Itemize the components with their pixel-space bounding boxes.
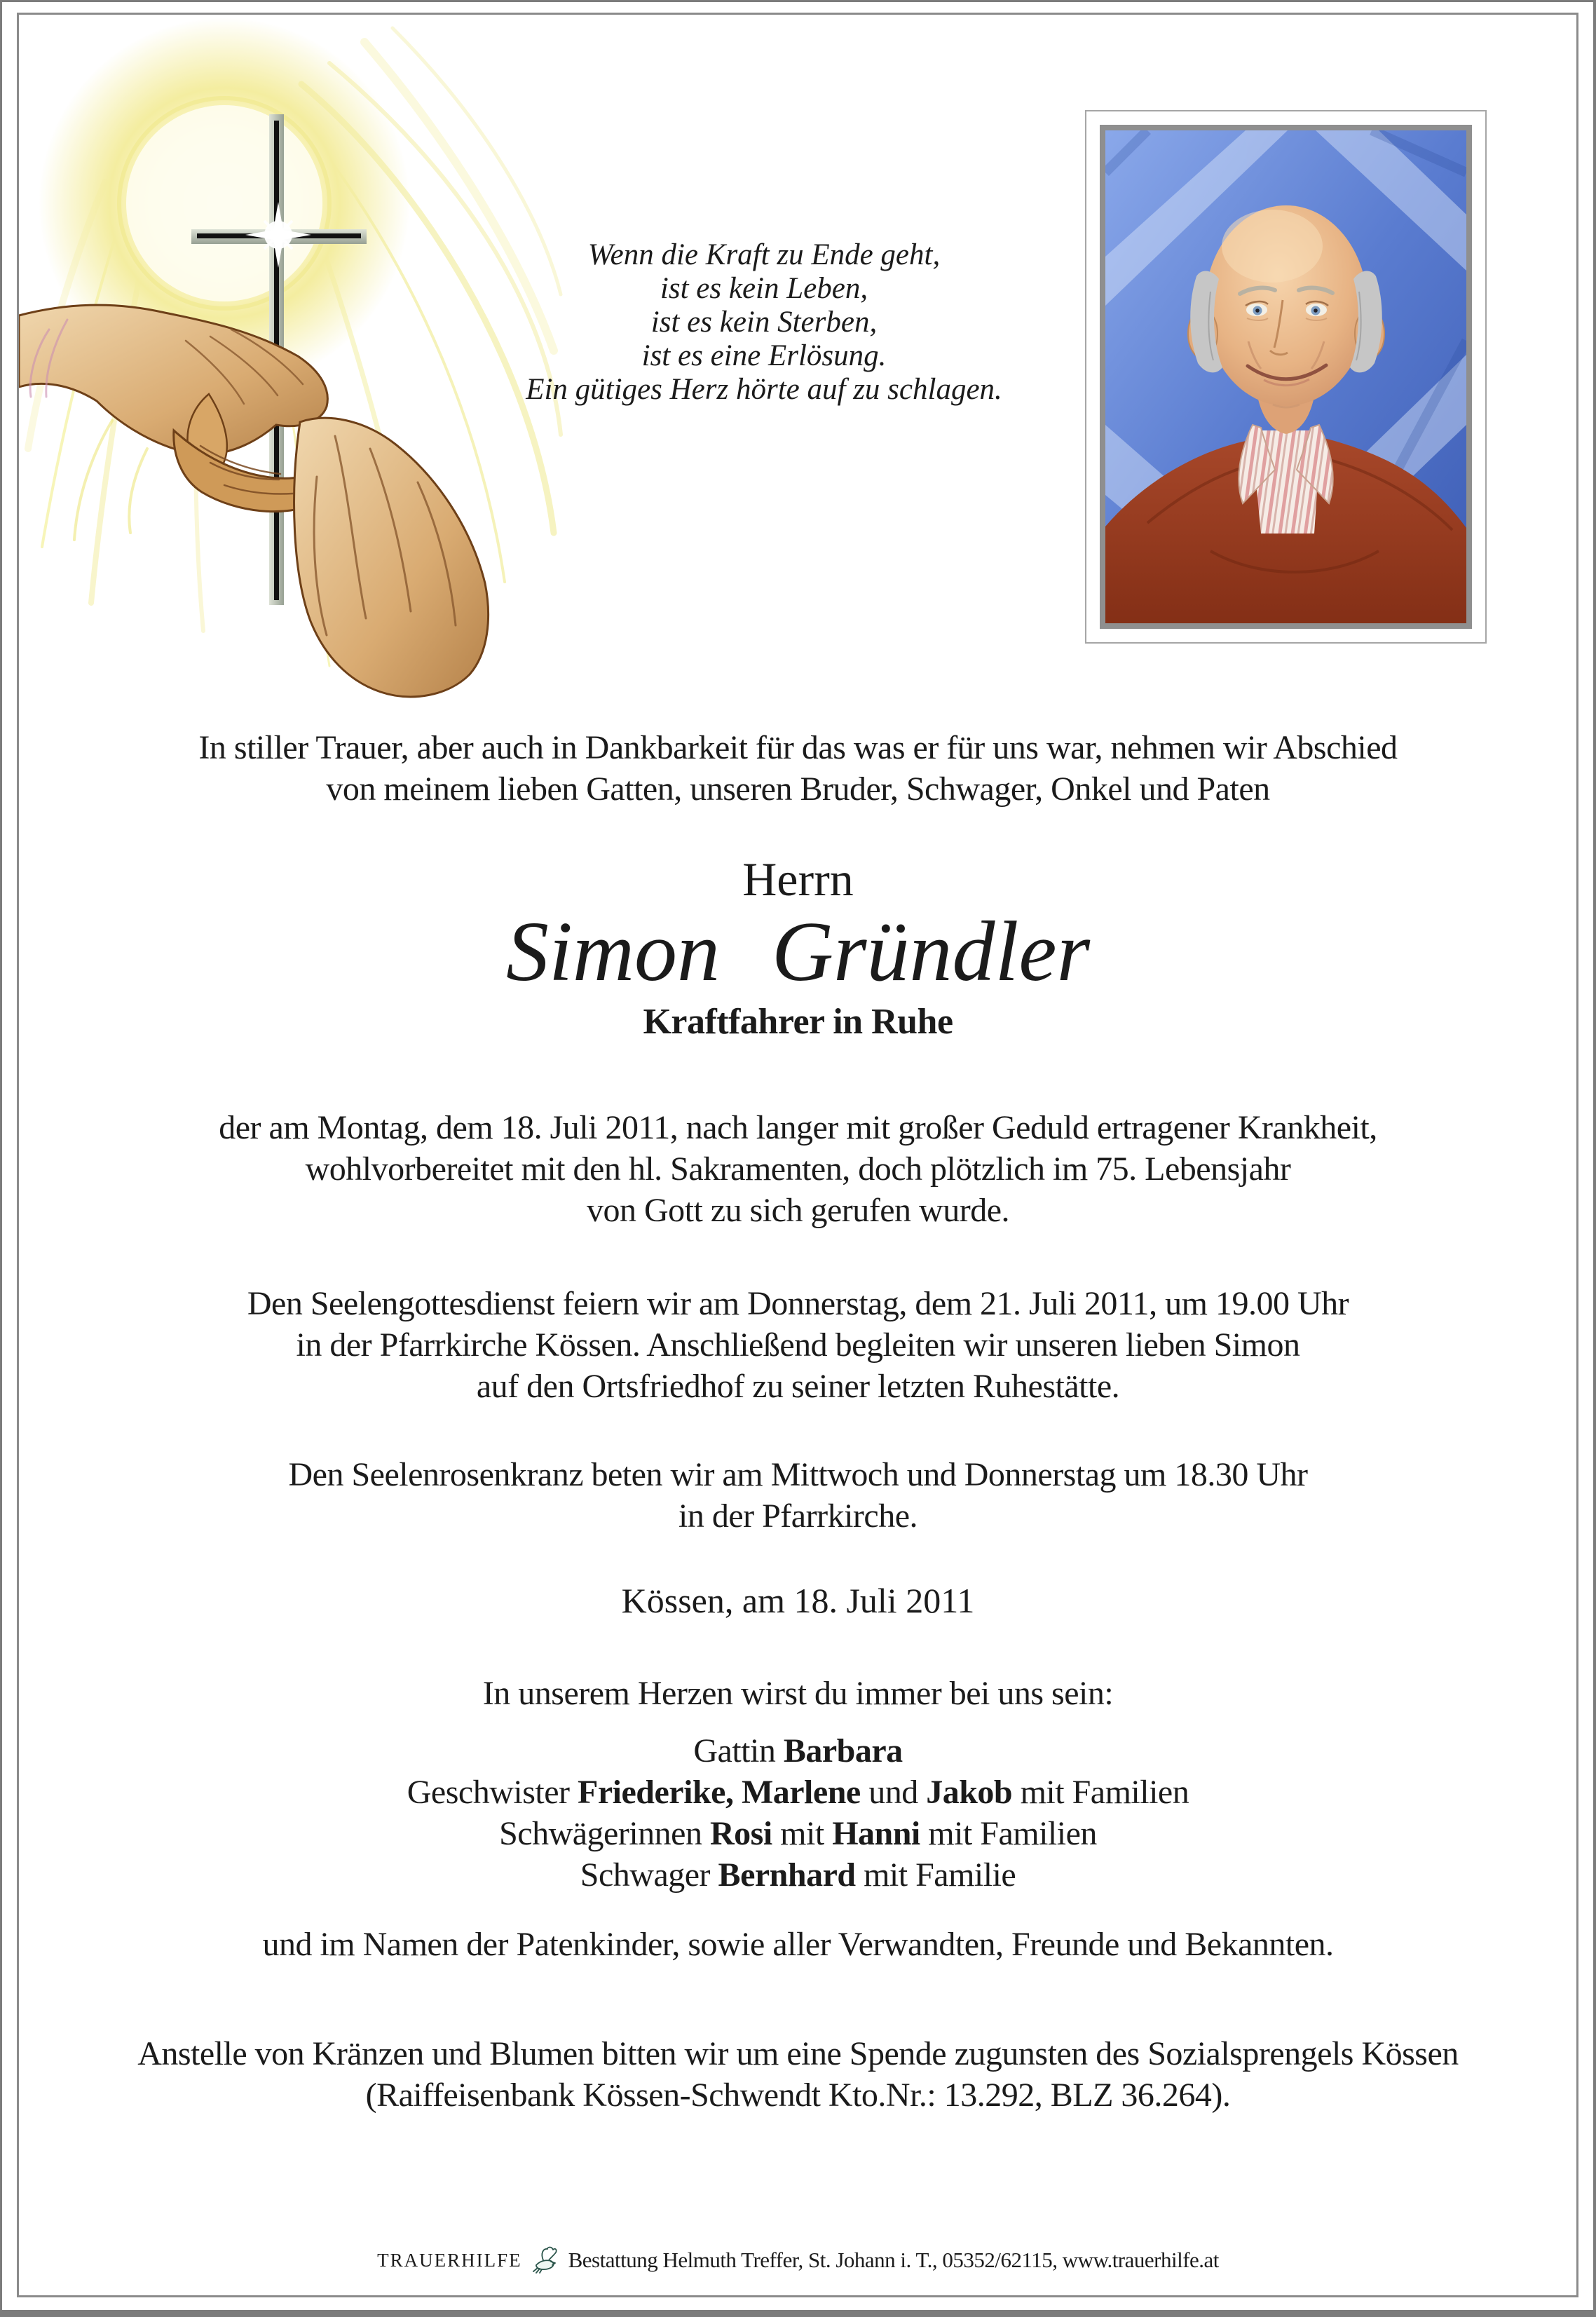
rosary-line: Den Seelenrosenkranz beten wir am Mittwoch und Donnerstag um 18.30 Uhr [288, 1456, 1308, 1493]
intro-paragraph [0, 727, 1596, 810]
intro-line: von meinem lieben Gatten, unseren Bruder, Schwager, Onkel und Paten [326, 770, 1270, 808]
poem-line: ist es kein Leben, [660, 272, 868, 305]
donation-paragraph [0, 2033, 1596, 2116]
deceased-last-name: Gründler [771, 904, 1091, 999]
death-line: der am Montag, dem 18. Juli 2011, nach langer mit großer Geduld ertragener Krankheit, [219, 1109, 1377, 1146]
deceased-first-name: Simon [505, 904, 720, 999]
honorific: Herrn [742, 852, 854, 906]
donation-line: Anstelle von Kränzen und Blumen bitten wir um eine Spende zugunsten des Sozialsprengels Kössen [137, 2035, 1459, 2072]
deceased-name [0, 904, 1596, 999]
family-line-sisters-in-law: Schwägerinnen Rosi mit Hanni mit Familien [499, 1815, 1097, 1852]
poem-line: ist es eine Erlösung. [641, 339, 887, 372]
service-line: Den Seelengottesdienst feiern wir am Donnerstag, dem 21. Juli 2011, um 19.00 Uhr [247, 1285, 1349, 1322]
poem-line: Wenn die Kraft zu Ende geht, [587, 238, 941, 271]
poem-line: ist es kein Sterben, [650, 306, 878, 339]
memory-line: In unserem Herzen wirst du immer bei uns sein: [482, 1675, 1114, 1712]
opening-poem [421, 238, 1107, 407]
place-date: Kössen, am 18. Juli 2011 [621, 1581, 975, 1620]
family-line-brother-in-law: Schwager Bernhard mit Familie [580, 1856, 1016, 1894]
deceased-role: Kraftfahrer in Ruhe [643, 1002, 953, 1042]
portrait-photo-frame [1085, 110, 1487, 644]
closing-line: und im Namen der Patenkinder, sowie aller Verwandten, Freunde und Bekannten. [262, 1926, 1334, 1963]
funeral-home-brand: TRAUERHILFE [377, 2249, 522, 2271]
sleeve-drape [294, 418, 489, 697]
service-line: in der Pfarrkirche Kössen. Anschließend begleiten wir unseren lieben Simon [296, 1326, 1300, 1364]
death-line: wohlvorbereitet mit den hl. Sakramenten, doch plötzlich im 75. Lebensjahr [305, 1150, 1291, 1188]
service-line: auf den Ortsfriedhof zu seiner letzten Ruhestätte. [476, 1368, 1120, 1405]
rosary-line: in der Pfarrkirche. [678, 1497, 918, 1535]
footer [0, 2242, 1596, 2278]
family-list [0, 1730, 1596, 1896]
clasped-hands [19, 305, 489, 697]
donation-line: (Raiffeisenbank Kössen-Schwendt Kto.Nr.: 13.292, BLZ 36.264). [365, 2077, 1231, 2114]
portrait-photo-border [1100, 125, 1472, 629]
dove-icon [532, 2246, 559, 2274]
rosary-paragraph [0, 1454, 1596, 1537]
family-line-siblings: Geschwister Friederike, Marlene und Jakob mit Familien [407, 1774, 1189, 1811]
portrait-photo [1105, 130, 1466, 623]
sun-disc [126, 105, 322, 301]
funeral-home-contact: Bestattung Helmuth Treffer, St. Johann i. T., 05352/62115, www.trauerhilfe.at [568, 2248, 1219, 2272]
death-paragraph [0, 1107, 1596, 1231]
poem-line: Ein gütiges Herz hörte auf zu schlagen. [526, 373, 1002, 406]
service-paragraph [0, 1283, 1596, 1407]
intro-line: In stiller Trauer, aber auch in Dankbarkeit für das was er für uns war, nehmen wir Abschied [198, 729, 1398, 766]
family-line-wife: Gattin Barbara [693, 1732, 903, 1769]
death-line: von Gott zu sich gerufen wurde. [587, 1192, 1009, 1229]
